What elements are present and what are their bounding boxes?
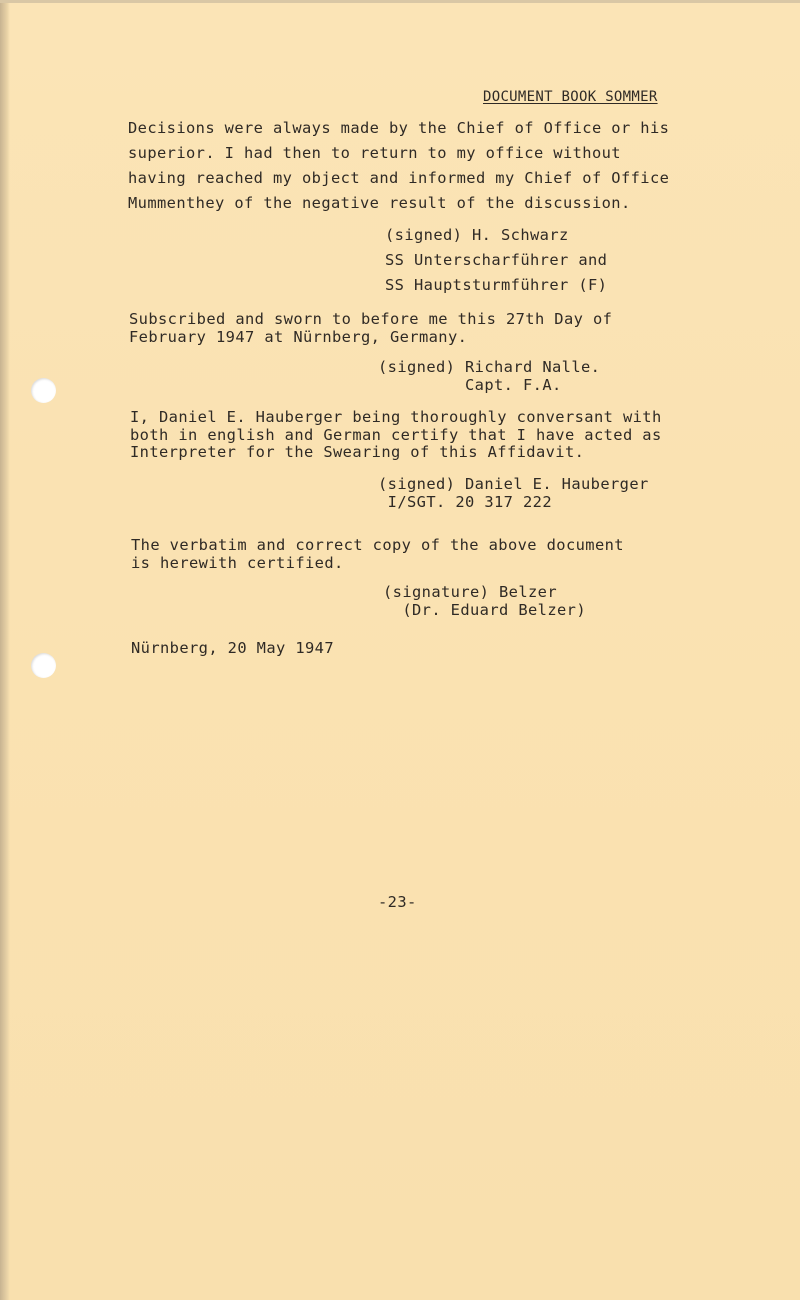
page-top-edge — [0, 0, 800, 3]
page-number: -23- — [378, 893, 417, 911]
text-line: February 1947 at Nürnberg, Germany. — [129, 327, 468, 346]
punch-hole-top — [31, 378, 56, 403]
signature-line: (signature) Belzer — [383, 583, 557, 601]
text-line: Decisions were always made by the Chief of Office or his — [128, 119, 670, 137]
signature-block-nalle — [378, 359, 600, 394]
text-line: Subscribed and sworn to before me this 27th Day of — [129, 310, 613, 328]
signature-block-belzer — [383, 584, 586, 619]
paragraph-interpreter — [130, 409, 662, 462]
text-line: The verbatim and correct copy of the above document — [131, 536, 624, 554]
signature-line: Capt. F.A. — [378, 375, 562, 394]
text-line: superior. I had then to return to my office without — [128, 144, 621, 162]
signature-line: (Dr. Eduard Belzer) — [383, 600, 586, 619]
text-line: I, Daniel E. Hauberger being thoroughly conversant with — [130, 408, 662, 426]
paragraph-subscribed — [129, 311, 612, 346]
signature-line: (signed) Daniel E. Hauberger — [378, 475, 649, 493]
punch-hole-bottom — [31, 653, 56, 678]
page-shadow-edge — [0, 0, 10, 1300]
signature-line: I/SGT. 20 317 222 — [378, 492, 552, 511]
paragraph-decisions — [128, 116, 669, 216]
text-line: is herewith certified. — [131, 553, 344, 572]
signature-line: SS Unterscharführer and — [385, 251, 608, 269]
text-line: Mummenthey of the negative result of the discussion. — [128, 194, 631, 212]
text-line: both in english and German certify that I have acted as — [130, 425, 662, 444]
document-header: DOCUMENT BOOK SOMMER — [483, 89, 658, 105]
place-date: Nürnberg, 20 May 1947 — [131, 639, 334, 657]
signature-line: SS Hauptsturmführer (F) — [385, 276, 608, 294]
text-line: having reached my object and informed my Chief of Office — [128, 169, 670, 187]
signature-block-schwarz — [385, 223, 607, 298]
signature-line: (signed) Richard Nalle. — [378, 358, 601, 376]
paragraph-certified — [131, 537, 624, 572]
text-line: Interpreter for the Swearing of this Affidavit. — [130, 443, 585, 461]
signature-line: (signed) H. Schwarz — [385, 226, 569, 244]
signature-block-hauberger — [378, 476, 649, 511]
